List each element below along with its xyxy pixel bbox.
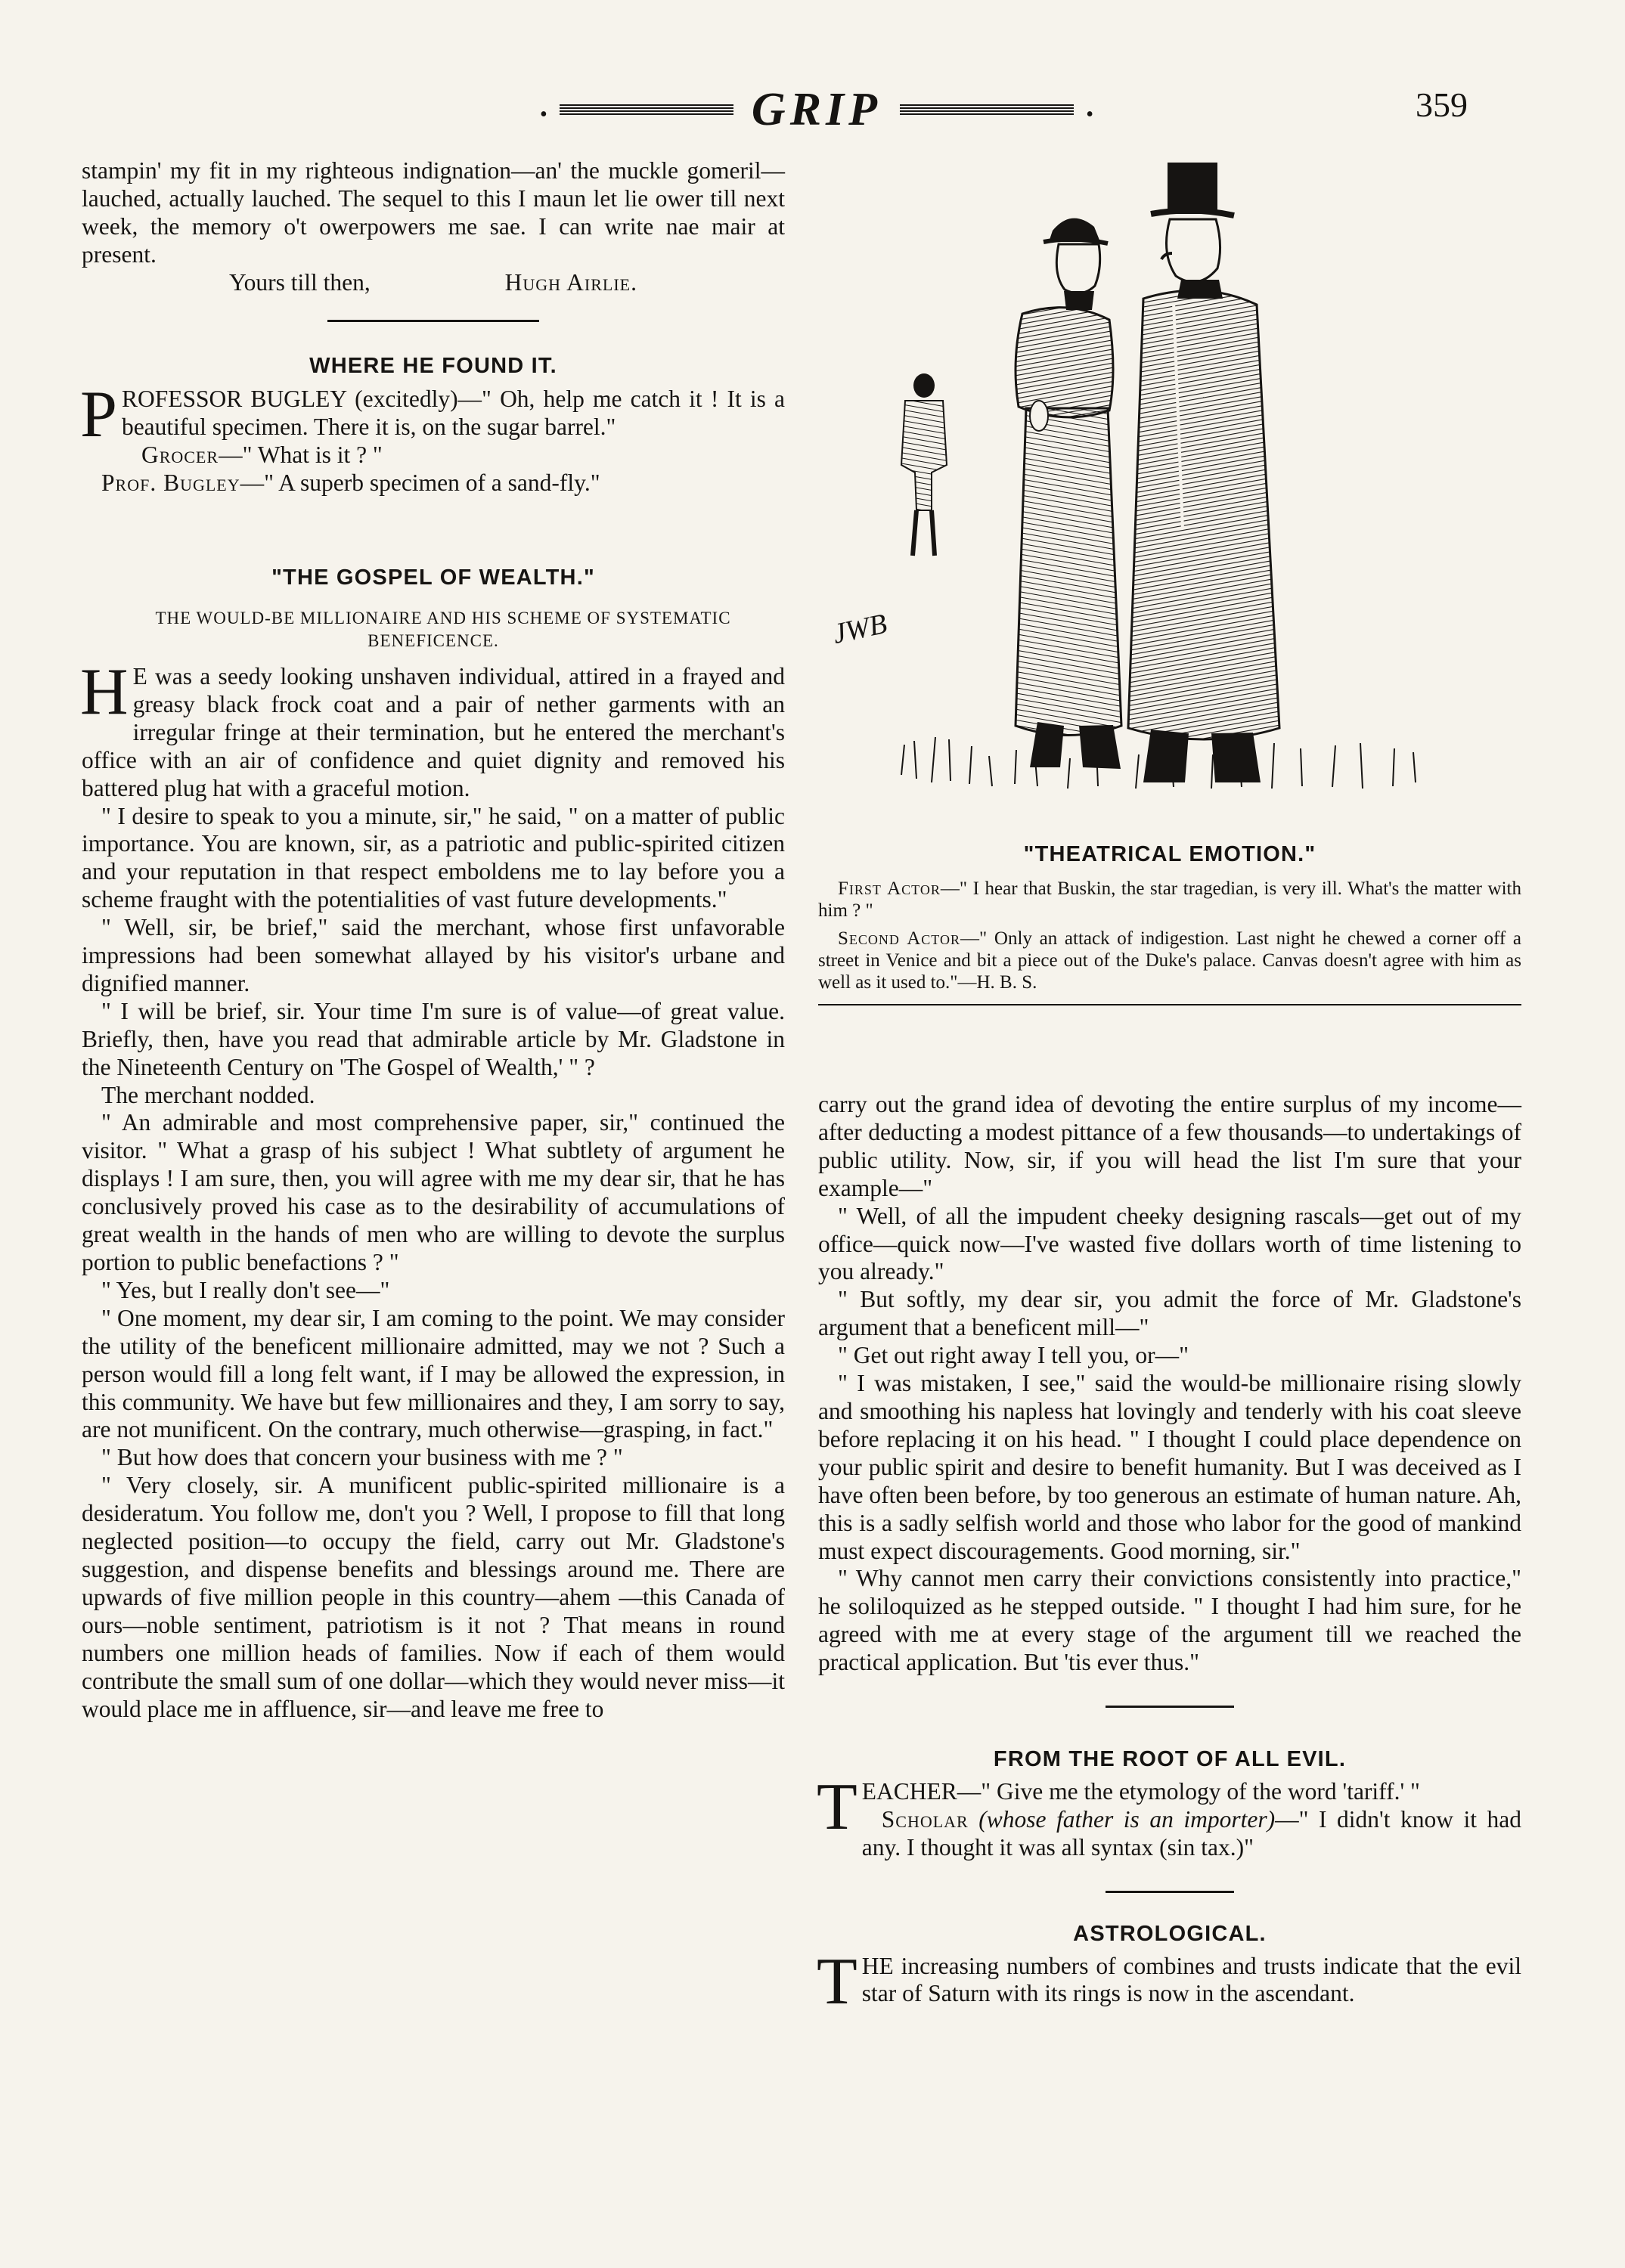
caption-first-actor: First Actor—" I hear that Buskin, the star tragedian, is very ill. What's the matter with him ? " xyxy=(818,878,1522,921)
gospel-continued-paragraph: " But softly, my dear sir, you admit the force of Mr. Gladstone's argument that a beneficent mill—" xyxy=(818,1286,1521,1341)
page-number: 359 xyxy=(1416,85,1468,124)
letter-continuation: stampin' my fit in my righteous indignation—an' the muckle gomeril—lauched, actually lauched. The sequel to this I maun let lie ower till next week, the memory o't owerpowers me sae. I can write nae mair at present. xyxy=(82,157,785,268)
drop-cap: T xyxy=(817,1770,857,1844)
where-found-paragraph-3: Prof. Bugley—" A superb specimen of a sand-fly." xyxy=(101,469,600,497)
article-heading-root-of-evil: FROM THE ROOT OF ALL EVIL. xyxy=(993,1747,1347,1772)
article-heading-gospel: "THE GOSPEL OF WEALTH." xyxy=(271,565,595,590)
letter-signoff xyxy=(82,269,785,297)
actor-with-top-hat-icon xyxy=(1128,163,1279,782)
signoff-name: Hugh Airlie. xyxy=(504,268,637,296)
masthead xyxy=(529,76,1104,144)
gospel-paragraph: " I desire to speak to you a minute, sir," he said, " on a matter of public importance. You are known, sir, as a patriotic and public-spirited citizen and your reputation in that respect emboldens me to lay before you a scheme fraught with the potentialities of vast future developments." xyxy=(82,802,785,913)
gospel-continued-paragraph: " I was mistaken, I see," said the would-be millionaire rising slowly and smoothing his napless hat lovingly and tenderly with his coat sleeve before replacing it on his head. " I thought I could place dependence on your public spirit and desire to benefit humanity. But I was deceived as I have often been before, by too generous an estimate of human nature. Ah, this is a sadly selfish world and those who labor for the good of mankind must expect discouragements. Good morning, sir." xyxy=(818,1370,1521,1564)
signoff-text: Yours till then, xyxy=(229,268,371,296)
root-of-evil-paragraph-2: Scholar (whose father is an importer)—" I didn't know it had any. I thought it was all syntax (sin tax.)" xyxy=(861,1805,1522,1861)
gospel-paragraph: " Very closely, sir. A munificent public-spirited millionaire is a desideratum. You follow me, don't you ? Well, I propose to fill that long neglected position—to occupy the field, carry out Mr. Gladstone's suggestion, and dispense benefits and blessings around me. There are upwards of five million people in this country—ahem —this Canada of ours—noble sentiment, patriotism is it not ? That means in round numbers one million heads of families. Now if each of them would contribute the small sum of one dollar—which they would never miss—it would place me in affluence, sir—and leave me free to xyxy=(82,1472,785,1722)
gospel-continued-paragraph: carry out the grand idea of devoting the entire surplus of my income—after deducting a modest pittance of a few thousands—to undertakings of public utility. Now, sir, if you will head the list I'm sure that your example—" xyxy=(818,1091,1521,1201)
gospel-paragraph: " Well, sir, be brief," said the merchant, whose first unfavorable impressions had been somewhat allayed by his visitor's urbane and dignified manner. xyxy=(82,914,785,996)
right-column xyxy=(817,1091,1522,2019)
cartoon-caption xyxy=(818,841,1521,1005)
masthead-dot-right: • xyxy=(1086,103,1093,126)
gospel-continued-paragraph: " Get out right away I tell you, or—" xyxy=(838,1342,1189,1369)
root-of-evil-paragraph-1: TEACHER—" Give me the etymology of the word 'tariff.' " xyxy=(817,1770,1420,1844)
background-figure-icon xyxy=(901,373,947,556)
caption-rule xyxy=(818,1004,1521,1005)
article-heading-astrological: ASTROLOGICAL. xyxy=(1073,1921,1267,1946)
gospel-paragraph: " An admirable and most comprehensive paper, sir," continued the visitor. " What a grasp of his subject ! What subtlety of argument he displays ! I am sure, then, you will agree with me my dear sir, that he has conclusively proved his case as to the desirability of accumulations of great wealth in the hands of men who are willing to devote the surplus portion to public benefactions ? " xyxy=(82,1109,785,1275)
artist-signature: JWB xyxy=(830,607,890,650)
gospel-continued-paragraph: " Why cannot men carry their convictions consistently into practice," he soliloquized as he stepped outside. " I thought I had him sure, for he agreed with me at every stage of the argument till we reached the practical application. But 'tis ever thus." xyxy=(818,1565,1521,1676)
cartoon-drawing xyxy=(818,147,1521,828)
where-found-paragraph-1: PROFESSOR BUGLEY (excitedly)—" Oh, help me catch it ! It is a beautiful specimen. There it is, on the sugar barrel." xyxy=(80,378,785,452)
masthead-rule-right xyxy=(900,104,1074,115)
astrological-paragraph: THE increasing numbers of combines and trusts indicate that the evil star of Saturn with its rings is now in the ascendant. xyxy=(817,1944,1521,2019)
article-heading-where-found: WHERE HE FOUND IT. xyxy=(309,353,557,378)
drop-cap: P xyxy=(80,378,117,452)
where-found-paragraph-2: Grocer—" What is it ? " xyxy=(141,442,383,469)
gospel-continued-paragraph: " Well, of all the impudent cheeky designing rascals—get out of my office—quick now—I've wasted five dollars worth of time listening to you already." xyxy=(818,1202,1521,1285)
masthead-title: GRIP xyxy=(751,84,882,135)
article-subheading-gospel: THE WOULD-BE MILLIONAIRE AND HIS SCHEME OF SYSTEMATIC BENEFICENCE. xyxy=(155,608,731,650)
gospel-paragraph: " Yes, but I really don't see—" xyxy=(101,1276,390,1303)
left-column xyxy=(82,157,785,1723)
gospel-paragraph: " I will be brief, sir. Your time I'm sure is of value—of great value. Briefly, then, have you read that admirable article by Mr. Gladstone in the Nineteenth Century on 'The Gospel of Wealth,' " ? xyxy=(82,997,785,1080)
gospel-paragraph: The merchant nodded. xyxy=(101,1081,315,1108)
masthead-dot-left: • xyxy=(540,103,547,126)
drop-cap: H xyxy=(80,655,129,729)
gospel-paragraph: " But how does that concern your business with me ? " xyxy=(101,1444,623,1471)
gospel-paragraph-1: H E was a seedy looking unshaven individual, attired in a frayed and greasy black frock coat and a pair of nether garments with an irregular fringe at their termination, but he entered the merchant's office with an air of confidence and quiet dignity and removed his battered plug hat with a graceful motion. xyxy=(80,655,785,801)
actor-with-bowler-hat-icon xyxy=(1016,218,1121,769)
cartoon-title: "THEATRICAL EMOTION." xyxy=(1023,842,1316,866)
caption-second-actor: Second Actor—" Only an attack of indigestion. Last night he chewed a corner off a street in Venice and bit a piece out of the Duke's palace. Canvas doesn't agree with him as well as it used to."—H. B. S. xyxy=(818,928,1521,993)
gospel-paragraph: " One moment, my dear sir, I am coming to the point. We may consider the utility of the beneficent millionaire admitted, may we not ? Such a person would fill a long felt want, if I may be allowed the expression, in this community. We have but few millionaires and they, I am sorry to say, are not munificent. On the contrary, much otherwise—grasping, in fact." xyxy=(82,1304,785,1443)
drop-cap: T xyxy=(817,1944,857,2019)
cartoon-illustration xyxy=(818,147,1521,828)
masthead-rule-left xyxy=(560,104,733,115)
